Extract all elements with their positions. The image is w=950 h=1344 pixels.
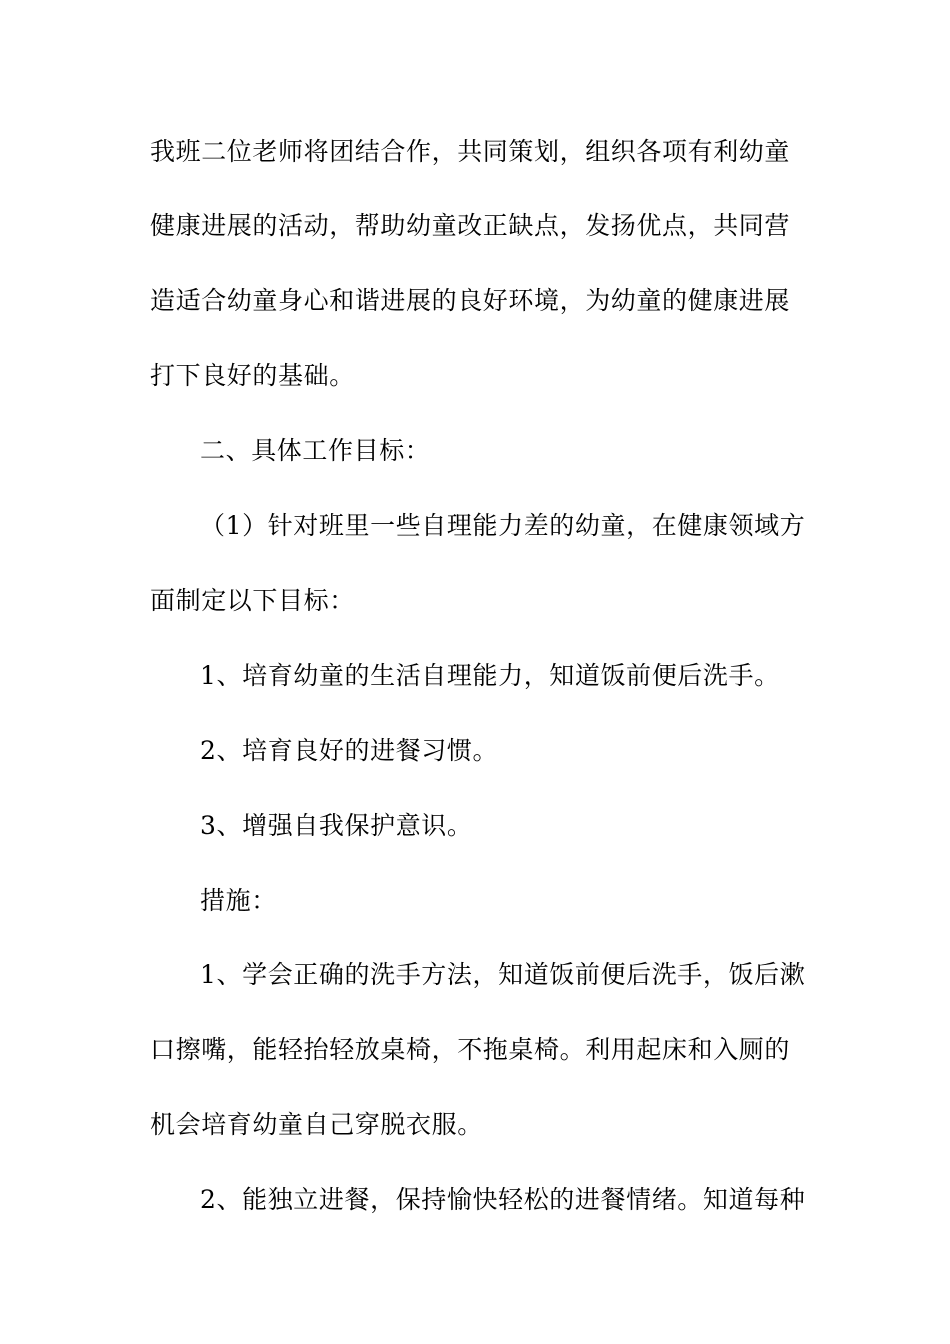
paragraph-line: 我班二位老师将团结合作，共同策划，组织各项有利幼童 <box>150 137 791 166</box>
list-item: 3、增强自我保护意识。 <box>200 811 473 840</box>
paragraph-line: 机会培育幼童自己穿脱衣服。 <box>150 1110 483 1139</box>
list-item: 2、能独立进餐，保持愉快轻松的进餐情绪。知道每种 <box>200 1185 806 1214</box>
paragraph-line: 健康进展的活动，帮助幼童改正缺点，发扬优点，共同营 <box>150 211 791 240</box>
list-item: 2、培育良好的进餐习惯。 <box>200 736 499 765</box>
paragraph-line: 造适合幼童身心和谐进展的良好环境，为幼童的健康进展 <box>150 286 791 315</box>
paragraph-line: 打下良好的基础。 <box>150 361 355 390</box>
paragraph-line: （1）针对班里一些自理能力差的幼童，在健康领域方 <box>200 511 806 540</box>
section-heading: 二、具体工作目标： <box>200 436 431 465</box>
list-item: 1、学会正确的洗手方法，知道饭前便后洗手，饭后漱 <box>200 960 806 989</box>
subheading: 措施： <box>200 886 277 915</box>
paragraph-line: 面制定以下目标： <box>150 586 355 615</box>
paragraph-line: 口擦嘴，能轻抬轻放桌椅，不拖桌椅。利用起床和入厕的 <box>150 1035 791 1064</box>
list-item: 1、培育幼童的生活自理能力，知道饭前便后洗手。 <box>200 661 780 690</box>
